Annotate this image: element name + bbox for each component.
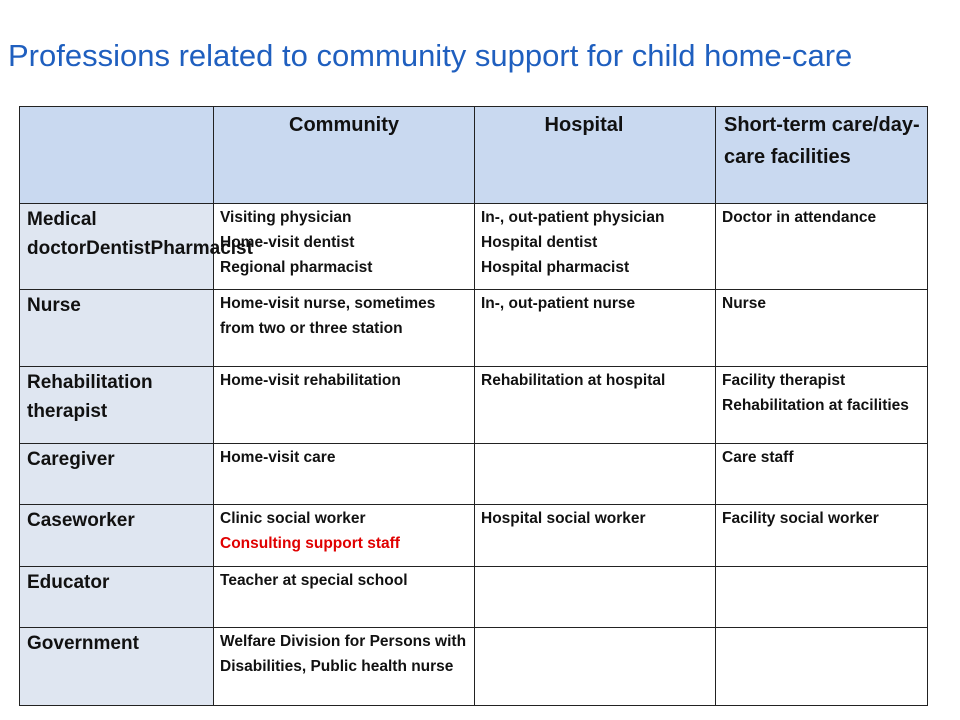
community-rehab: [214, 367, 474, 393]
cell-line: Facility therapist: [722, 372, 846, 389]
table-row: [20, 505, 928, 567]
hospital-cell: [475, 567, 716, 628]
table-row: [20, 367, 928, 444]
table-row: [20, 567, 928, 628]
hospital-cell: [475, 444, 716, 505]
cell-line: Hospital pharmacist: [481, 259, 630, 276]
cell-line: Hospital social worker: [481, 510, 646, 527]
community-caregiver: [214, 444, 474, 470]
hospital-caseworker: [475, 505, 715, 531]
cell-line: Regional pharmacist: [220, 259, 373, 276]
header-corner-label: [20, 107, 213, 109]
community-cell: [214, 628, 475, 706]
community-cell: [214, 367, 475, 444]
facility-caregiver: [716, 444, 927, 470]
cell-line: Doctor in attendance: [722, 209, 877, 226]
cell-line: In-, out-patient physician: [481, 209, 665, 226]
column-header-facility: Short-term care/day-care facilities: [724, 114, 920, 168]
hospital-cell: [475, 367, 716, 444]
cell-line: Welfare Division for Persons with Disabilities, Public health nurse: [220, 633, 467, 675]
row-header-cell: [20, 444, 214, 505]
community-government: [214, 628, 474, 679]
row-label-line: Dentist: [86, 238, 151, 259]
cell-line: Rehabilitation at hospital: [481, 372, 666, 389]
community-medical: [214, 204, 474, 280]
row-label-line: Rehabilitation therapist: [27, 372, 153, 422]
row-header-cell: [20, 505, 214, 567]
hospital-educator: [475, 567, 715, 568]
slide-title: Professions related to community support for child home-care: [8, 38, 853, 73]
row-label-line: Pharmacist: [150, 238, 253, 259]
facility-rehab: [716, 367, 927, 418]
row-header-cell: [20, 367, 214, 444]
hospital-medical: [475, 204, 715, 280]
cell-line: Care staff: [722, 449, 794, 466]
community-cell: [214, 567, 475, 628]
cell-line: Nurse: [722, 295, 766, 312]
community-cell: [214, 444, 475, 505]
row-label-educator: [20, 567, 213, 597]
hospital-cell: [475, 505, 716, 567]
cell-line: Rehabilitation at facilities: [722, 397, 909, 414]
cell-line: In-, out-patient nurse: [481, 295, 636, 312]
row-label-medical: [20, 204, 253, 263]
table-header-row: [20, 107, 928, 204]
hospital-nurse: [475, 290, 715, 316]
column-header-community: Community: [289, 114, 399, 136]
cell-line: Home-visit nurse, sometimes from two or three station: [220, 295, 436, 337]
community-cell: [214, 204, 475, 290]
community-nurse: [214, 290, 474, 341]
row-label-caseworker: [20, 505, 213, 535]
facility-medical: [716, 204, 927, 230]
facility-cell: [716, 567, 928, 628]
row-header-cell: [20, 204, 253, 290]
facility-cell: [716, 204, 928, 290]
facility-cell: [716, 290, 928, 367]
row-label-nurse: [20, 290, 213, 320]
column-header-hospital: Hospital: [544, 114, 624, 136]
cell-line: Clinic social worker: [220, 510, 366, 527]
community-caseworker: [214, 505, 474, 556]
hospital-caregiver: [475, 444, 715, 445]
row-label-rehab: [20, 367, 213, 426]
header-facility-cell: [716, 107, 928, 204]
professions-table: [19, 106, 928, 706]
hospital-rehab: [475, 367, 715, 393]
cell-line: Teacher at special school: [220, 572, 408, 589]
row-header-cell: [20, 628, 214, 706]
row-header-cell: [20, 290, 214, 367]
row-label-line: Caseworker: [27, 510, 135, 531]
facility-cell: [716, 367, 928, 444]
table-row: [20, 290, 928, 367]
cell-line: Visiting physician: [220, 209, 352, 226]
facility-cell: [716, 505, 928, 567]
table-row: [20, 628, 928, 706]
cell-line: Hospital dentist: [481, 234, 598, 251]
row-label-line: Caregiver: [27, 449, 115, 470]
row-label-caregiver: [20, 444, 213, 474]
row-label-government: [20, 628, 213, 658]
cell-line: Facility social worker: [722, 510, 879, 527]
row-label-line: Government: [27, 633, 139, 654]
facility-caseworker: [716, 505, 927, 531]
facility-cell: [716, 444, 928, 505]
highlighted-cell-line: Consulting support staff: [220, 535, 400, 552]
row-label-line: Nurse: [27, 295, 81, 316]
row-label-line: Medical doctor: [27, 209, 97, 259]
facility-cell: [716, 628, 928, 706]
row-header-cell: [20, 567, 214, 628]
hospital-cell: [475, 290, 716, 367]
hospital-cell: [475, 204, 716, 290]
facility-nurse: [716, 290, 927, 316]
header-corner-cell: [20, 107, 214, 204]
hospital-cell: [475, 628, 716, 706]
header-hospital-cell: [475, 107, 716, 204]
community-educator: [214, 567, 474, 593]
table-row: [20, 204, 928, 290]
cell-line: Home-visit care: [220, 449, 336, 466]
header-community-cell: [214, 107, 475, 204]
hospital-government: [475, 628, 715, 629]
row-label-line: Educator: [27, 572, 110, 593]
facility-government: [716, 628, 927, 629]
cell-line: Home-visit dentist: [220, 234, 355, 251]
facility-educator: [716, 567, 927, 568]
table-row: [20, 444, 928, 505]
community-cell: [214, 290, 475, 367]
community-cell: [214, 505, 475, 567]
cell-line: Home-visit rehabilitation: [220, 372, 401, 389]
